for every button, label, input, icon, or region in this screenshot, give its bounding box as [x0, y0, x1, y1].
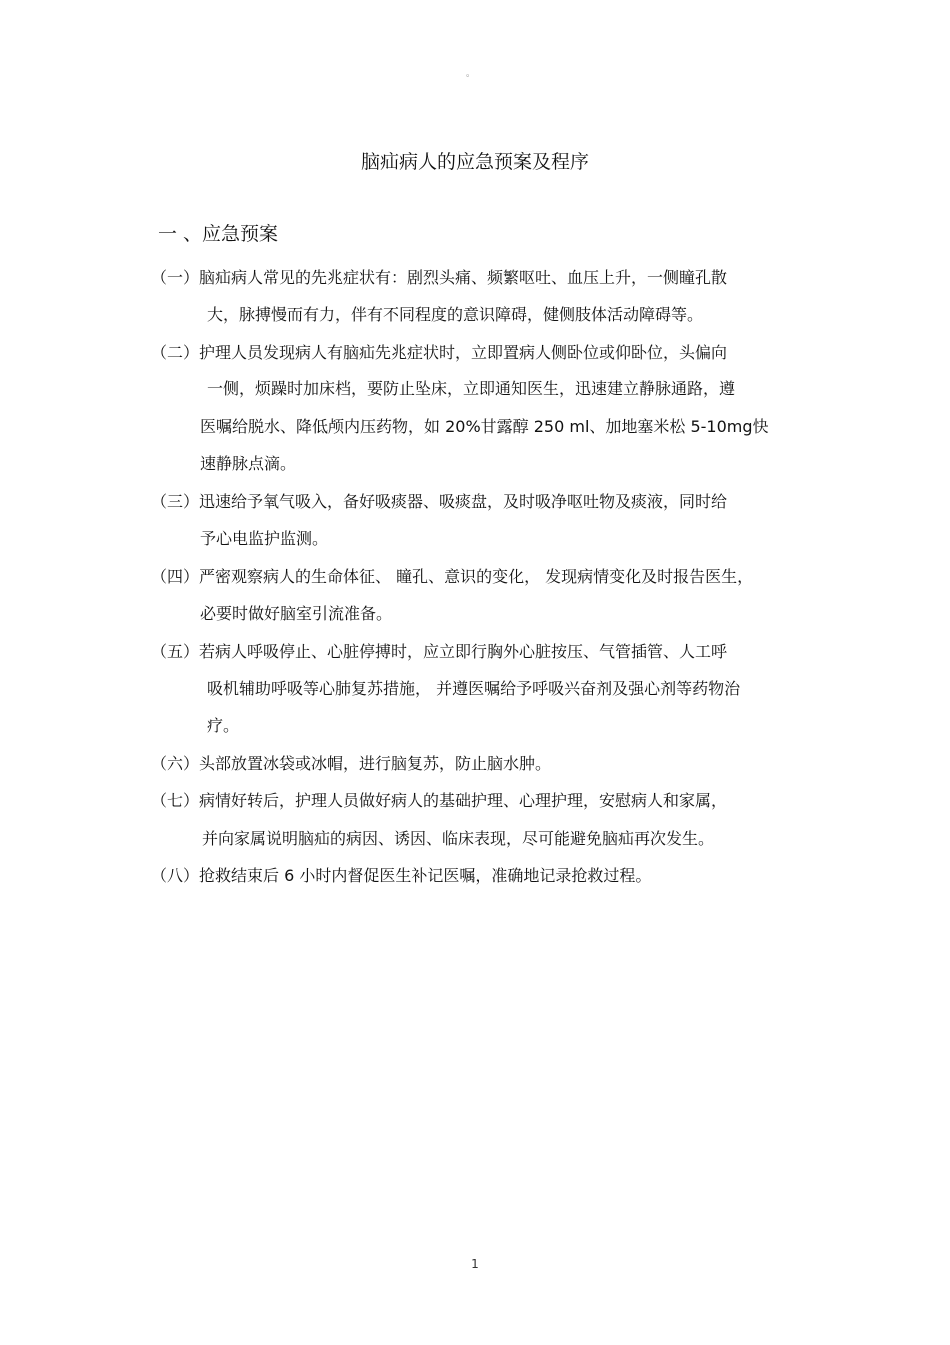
- page-number: 1: [471, 1257, 479, 1271]
- text-line-1: （一）脑疝病人常见的先兆症状有：剧烈头痛、频繁呕吐、血压上升，一侧瞳孔散: [151, 268, 728, 287]
- text-line-6: 速静脉点滴。: [200, 454, 297, 473]
- text-line-9: （四）严密观察病人的生命体征、 瞳孔、意识的变化， 发现病情变化及时报告医生，: [151, 567, 754, 586]
- text-line-3: （二）护理人员发现病人有脑疝先兆症状时，立即置病人侧卧位或仰卧位，头偏向: [151, 343, 728, 362]
- top-mark: 。: [466, 69, 476, 79]
- text-line-8: 予心电监护监测。: [200, 529, 329, 548]
- text-line-17: （八）抢救结束后 6 小时内督促医生补记医嘱，准确地记录抢救过程。: [151, 866, 652, 885]
- text-line-14: （六）头部放置冰袋或冰帽，进行脑复苏，防止脑水肿。: [151, 754, 552, 773]
- text-line-13: 疗。: [207, 716, 240, 735]
- text-line-7: （三）迅速给予氧气吸入，备好吸痰器、吸痰盘，及时吸净呕吐物及痰液，同时给: [151, 492, 728, 511]
- section-heading: 一 、应急预案: [158, 223, 279, 245]
- text-line-5: 医嘱给脱水、降低颅内压药物，如 20%甘露醇 250 ml、加地塞米松 5-10mg快: [200, 417, 769, 436]
- page-title: 脑疝病人的应急预案及程序: [360, 151, 589, 173]
- text-line-16: 并向家属说明脑疝的病因、诱因、临床表现，尽可能避免脑疝再次发生。: [202, 829, 715, 848]
- text-line-2: 大，脉搏慢而有力，伴有不同程度的意识障碍，健侧肢体活动障碍等。: [207, 305, 704, 324]
- text-line-4: 一侧，烦躁时加床档，要防止坠床，立即通知医生，迅速建立静脉通路，遵: [207, 379, 736, 398]
- text-line-10: 必要时做好脑室引流准备。: [200, 604, 393, 623]
- text-line-12: 吸机辅助呼吸等心肺复苏措施， 并遵医嘱给予呼吸兴奋剂及强心剂等药物治: [207, 679, 741, 698]
- text-line-11: （五）若病人呼吸停止、心脏停搏时，应立即行胸外心脏按压、气管插管、人工呼: [151, 642, 728, 661]
- text-line-15: （七）病情好转后，护理人员做好病人的基础护理、心理护理，安慰病人和家属，: [151, 791, 728, 810]
